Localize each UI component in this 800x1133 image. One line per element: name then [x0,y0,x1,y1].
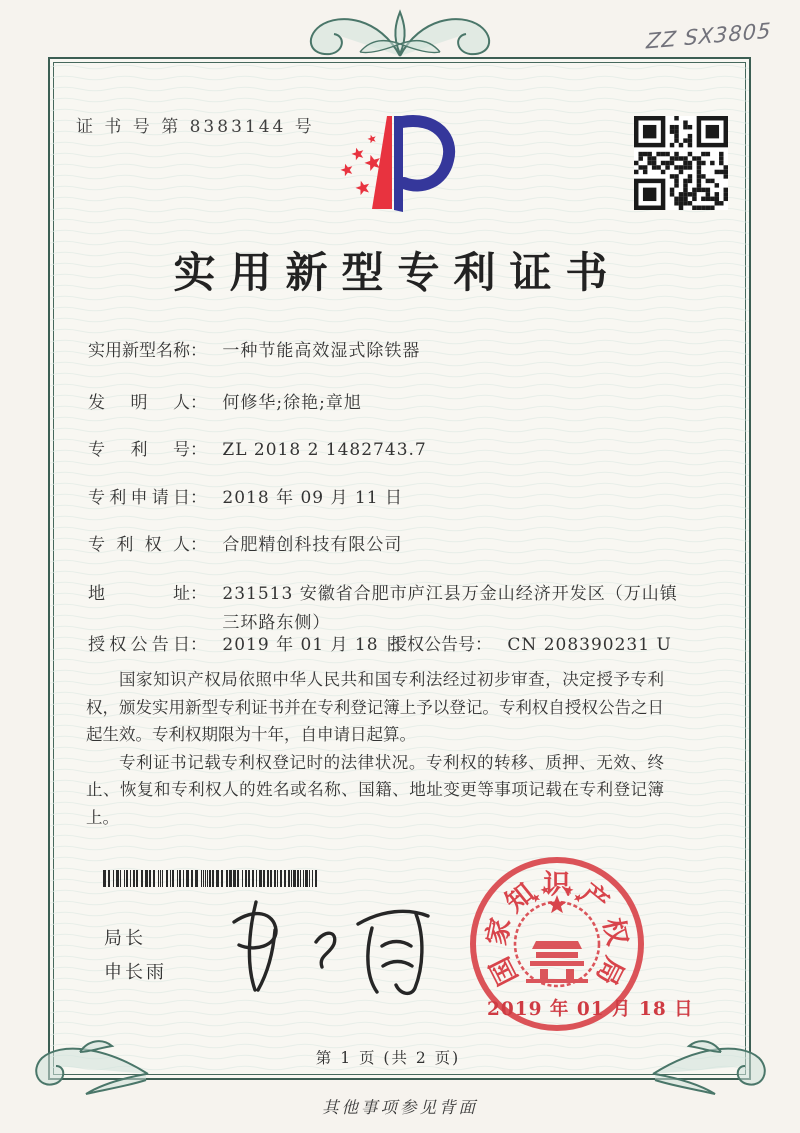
svg-text:局: 局 [589,951,630,990]
director-signature [212,888,447,1006]
grant-number-pair [390,631,672,660]
page-number: 第 1 页 (共 2 页) [315,1049,461,1067]
seal-national-emblem [515,902,599,986]
grant-date-value: 2019 年 01 月 18 日 [222,635,403,655]
svg-text:产: 产 [573,877,615,919]
field-value: 何修华;徐艳;章旭 [222,393,362,413]
svg-text:识: 识 [543,869,571,901]
field-row-address [88,580,688,638]
svg-text:权: 权 [596,915,633,949]
field-colon: ： [190,535,207,555]
svg-text:家: 家 [481,915,518,949]
field-label: 专利权人 [88,535,190,555]
handwritten-annotation: ZZ SX3805 [645,18,773,54]
field-label: 专利号 [88,440,190,460]
field-value: 一种节能高效湿式除铁器 [222,341,421,361]
seal-ring-text [481,870,632,990]
field-colon: ： [475,635,492,655]
grant-number-value: CN 208390231 U [507,635,672,655]
field-colon: ： [190,393,207,413]
field-row-patentee [88,531,688,560]
field-colon: ： [190,635,207,655]
back-note: 其他事项参见背面 [322,1098,478,1117]
field-row-name [88,337,688,366]
legal-body-text [86,666,664,831]
cnipa-logo [330,112,465,234]
field-row-filing-date [88,484,688,513]
director-title: 局长 [104,928,146,949]
field-row-inventors [88,389,688,418]
director-block [104,922,167,990]
body-paragraph-2: 专利证书记载专利权登记时的法律状况。专利权的转移、质押、无效、终止、恢复和专利权人的姓名或名称、国籍、地址变更等事项记载在专利登记簿上。 [86,752,664,827]
barcode [103,870,318,887]
logo-p-bowl [402,121,449,185]
director-name: 申长雨 [104,962,167,983]
field-colon: ： [190,584,207,604]
field-label: 授权公告日 [88,635,190,655]
top-flourish-ornament [300,6,500,62]
field-value: 2018 年 09 月 11 日 [222,488,403,508]
field-value: 合肥精创科技有限公司 [222,535,403,555]
field-colon: ： [190,488,207,508]
body-paragraph-1: 国家知识产权局依照中华人民共和国专利法经过初步审查，决定授予专利权，颁发实用新型专利证书并在专利登记簿上予以登记。专利权自授权公告之日起生效。专利权期限为十年，自申请日起算。 [86,670,664,744]
field-label: 地址 [88,584,190,604]
field-label: 授权公告号 [390,635,475,655]
field-label: 专利申请日 [88,488,190,508]
field-label: 发明人 [88,393,190,413]
certificate-number: 证 书 号 第 8383144 号 [76,117,315,137]
logo-p-stem [394,116,403,212]
seal-date: 2019 年 01 月 18 日 [487,999,694,1020]
qr-code [634,116,728,210]
field-row-patent-no [88,436,688,465]
field-row-grant [88,631,688,660]
field-value: ZL 2018 2 1482743.7 [222,440,427,460]
svg-text:知: 知 [499,877,541,919]
field-colon: ： [190,440,207,460]
certificate-title: 实用新型专利证书 [173,248,622,297]
field-colon: ： [190,341,207,361]
svg-text:国: 国 [484,951,525,990]
field-label: 实用新型名称 [88,341,190,361]
field-value: 231513 安徽省合肥市庐江县万金山经济开发区（万山镇三环路东侧） [222,584,678,633]
logo-stars [341,135,380,195]
